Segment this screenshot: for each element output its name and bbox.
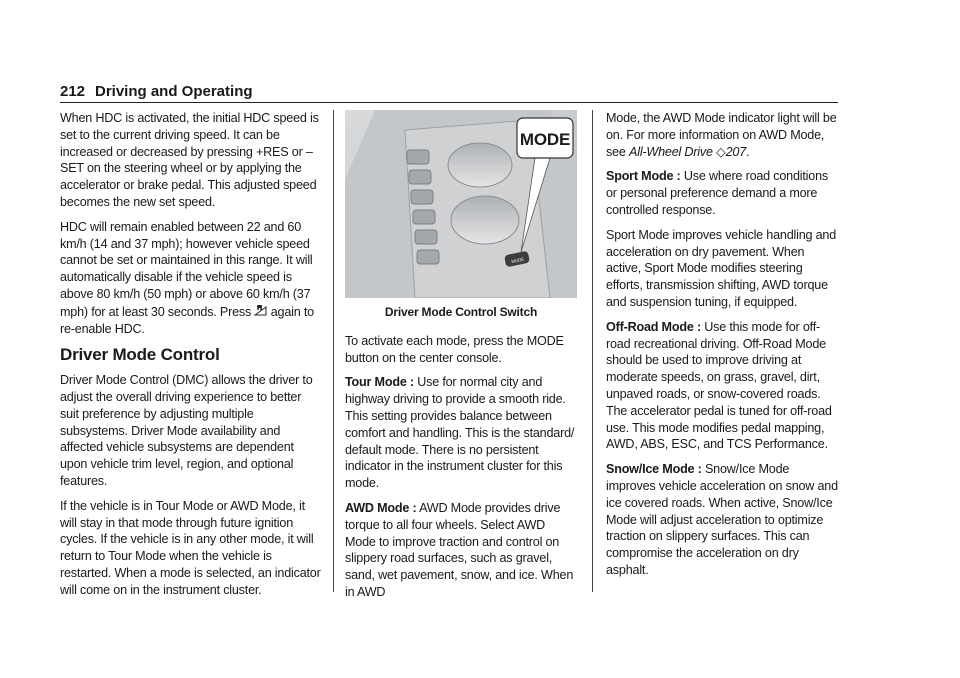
term-text: Use where road conditions or personal preference demand a more controlled response.: [606, 169, 828, 217]
term-text: AWD Mode provides drive torque to all four wheels. Select AWD Mode to improve traction and control on slippery road surfaces, such as gravel, sand, wet pavement, snow, and ice. When in AWD: [345, 500, 574, 599]
figure-caption: Driver Mode Control Switch: [384, 305, 538, 319]
term-label: Tour Mode :: [345, 375, 414, 390]
column-1: [60, 110, 322, 607]
column-divider: [333, 110, 334, 592]
paragraph: If the vehicle is in Tour Mode or AWD Mode, it will stay in that mode through future ignition cycles. If the vehicle is in any other mode, it will return to Tour Mode when the vehicle is restarted. When a mode is selected, an indicator will come on in the instrument cluster.: [60, 498, 321, 597]
paragraph-text: again to re-enable HDC.: [60, 304, 314, 336]
page-header: [60, 80, 838, 103]
page-reference[interactable]: 207: [725, 144, 747, 159]
mode-button-label: MODE: [510, 256, 525, 265]
term-label: Off-Road Mode :: [606, 319, 701, 334]
driver-mode-switch-illustration: [345, 110, 577, 298]
paragraph: To activate each mode, press the MODE button on the center console.: [345, 333, 564, 365]
paragraph: [606, 319, 838, 453]
section-heading: Driver Mode Control: [60, 345, 220, 365]
punctuation: .: [746, 144, 750, 159]
page-reference-arrow-icon: ◇: [716, 144, 726, 159]
paragraph: [606, 110, 838, 160]
cross-reference-link[interactable]: All-Wheel Drive: [629, 144, 713, 159]
term-label: Sport Mode :: [606, 169, 681, 184]
term-text: Use this mode for off-road recreational driving. Off-Road Mode should be used to improve driving at moderate speeds, on grass, gravel, dirt, unpaved roads, or snow-covered roads. The accelerator pedal is tuned for off-road use. This mode modifies pedal mapping, AWD, ABS, ESC, and TCS Performance.: [606, 319, 832, 452]
paragraph: [606, 168, 838, 218]
paragraph-text: HDC will remain enabled between 22 and 60 km/h (14 and 37 mph); however vehicle speed cannot be set or maintained in this range. It will automatically disable if the vehicle speed is above 80 km/h (50 mph) or above 60 km/h (37 mph) for at least 30 seconds. Press: [60, 219, 313, 319]
term-label: AWD Mode :: [345, 500, 417, 515]
column-2: [345, 110, 577, 609]
term-label: Snow/Ice Mode :: [606, 462, 702, 477]
callout-label: MODE: [519, 130, 571, 149]
paragraph: Sport Mode improves vehicle handling and acceleration on dry pavement. When active, Sport Mode modifies steering efforts, transmission shifting, AWD torque and suspension tuning, if equipped.: [606, 227, 837, 309]
column-divider: [592, 110, 593, 592]
paragraph: When HDC is activated, the initial HDC speed is set to the current driving speed. It can be increased or decreased by pressing +RES or –SET on the steering wheel or by applying the accelerator or brake pedal. This adjusted speed becomes the new set speed.: [60, 111, 319, 209]
term-text: Snow/Ice Mode improves vehicle acceleration on snow and ice covered roads. When active, Snow/Ice Mode will adjust acceleration to optimize traction on slippery surfaces. This can compromise the acceleration on dry asphalt.: [606, 462, 838, 577]
paragraph: [345, 374, 577, 492]
paragraph: [60, 219, 322, 338]
section-title: Driving and Operating: [95, 83, 253, 100]
column-3: [606, 110, 838, 587]
paragraph-text: Mode, the AWD Mode indicator light will be on. For more information on AWD Mode, see: [606, 111, 837, 159]
paragraph: Driver Mode Control (DMC) allows the driver to adjust the overall driving experience to better suit preference by adjusting multiple subsystems. Driver Mode availability and affected vehicle subsystems are dependent upon vehicle trim level, region, and optional features.: [60, 373, 313, 488]
paragraph: [606, 461, 838, 579]
paragraph: [345, 500, 577, 601]
hill-descent-icon: [254, 303, 267, 321]
term-text: Use for normal city and highway driving to provide a smooth ride. This setting provides balance between comfort and handling. This is the standard/ default mode. There is no persistent indicator in the instrument cluster for this mode.: [345, 375, 575, 491]
page-number: 212: [60, 83, 86, 100]
